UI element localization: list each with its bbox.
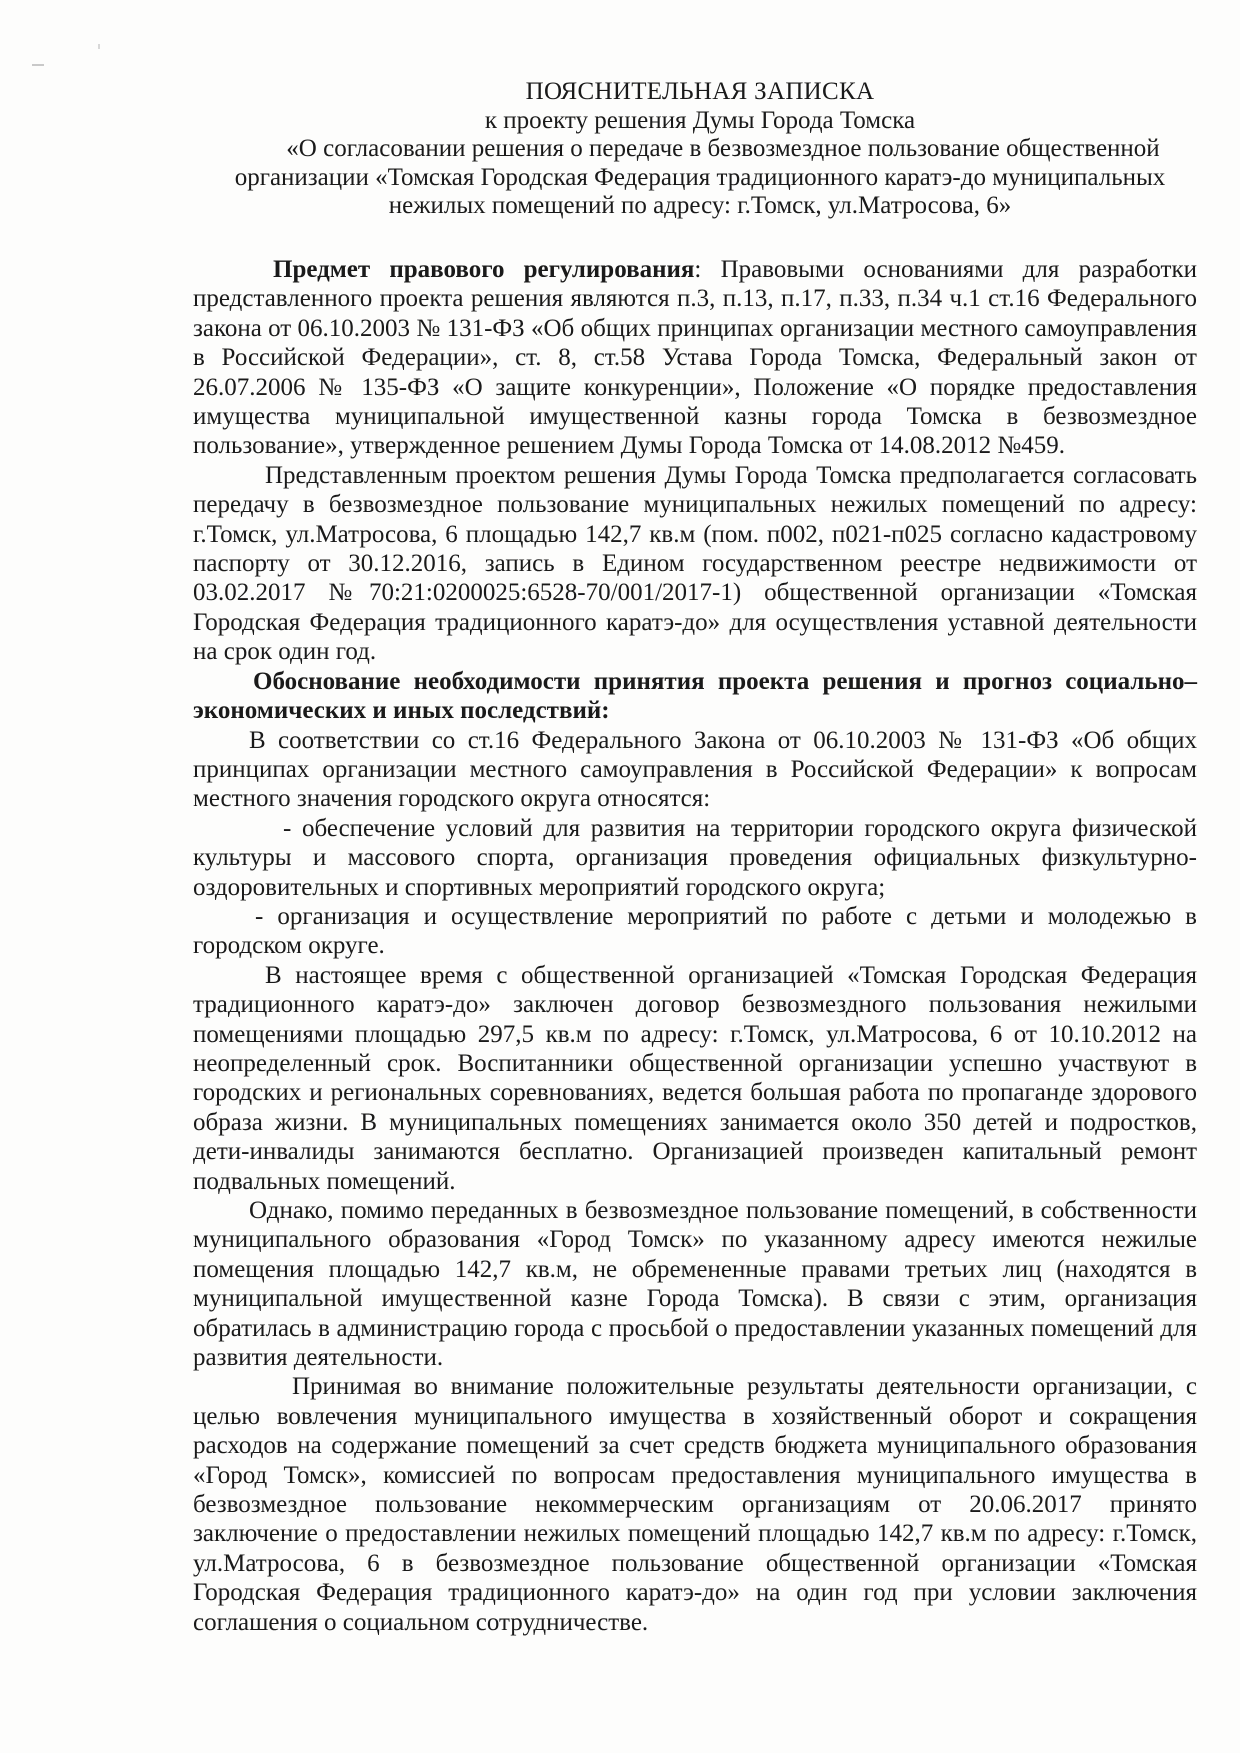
paragraph-legal-basis: [193, 255, 1197, 461]
document-title: ПОЯСНИТЕЛЬНАЯ ЗАПИСКА: [525, 78, 875, 105]
list-item-sport: - обеспечение условий для развития на территории городского округа физической культуры и массового спорта, организация проведения официальных физкультурно-оздоровительных и спортивных мероприятий городского округа;: [193, 814, 1197, 901]
document-subtitle-line2: «О согласовании решения о передаче в безвозмездное пользование общественной: [286, 135, 1160, 162]
paragraph-current-contract: В настоящее время с общественной организацией «Томская Городская Федерация традиционного каратэ-до» заключен договор безвозмездного пользования нежилыми помещениями площадью 297,5 кв.м по адресу: г.Томск, ул.Матросова, 6 от 10.10.2012 на неопределенный срок. Воспитанники общественной организации успешно участвуют в городских и региональных соревнованиях, ведется большая работа по пропаганде здорового образа жизни. В муниципальных помещениях занимается около 350 детей и подростков, дети-инвалиды занимаются бесплатно. Организацией произведен капитальный ремонт подвальных помещений.: [193, 961, 1197, 1195]
paragraph-additional-premises: Однако, помимо переданных в безвозмездное пользование помещений, в собственности муниципального образования «Город Томск» по указанному адресу имеются нежилые помещения площадью 142,7 кв.м, не обремененные правами третьих лиц (находятся в муниципальной имущественной казне Города Томска). В связи с этим, организация обратилась в администрацию города с просьбой о предоставлении указанных помещений для развития деятельности.: [193, 1197, 1197, 1372]
list-item-youth: - организация и осуществление мероприятий по работе с детьми и молодежью в городском округе.: [193, 902, 1197, 960]
paragraph-justification-heading: Обоснование необходимости принятия проекта решения и прогноз социально–экономических и иных последствий:: [193, 667, 1197, 725]
legal-basis-text: : Правовыми основаниями для разработки представленного проекта решения являются п.3, п.13, п.17, п.33, п.34 ч.1 ст.16 Федерального закона от 06.10.2003 № 131-ФЗ «Об общих принципах организации местного самоуправления в Российской Федерации», ст. 8, ст.58 Устава Города Томска, Федеральный закон от 26.07.2006 № 135-ФЗ «О защите конкуренции», Положение «О порядке предоставления имущества муниципальной имущественной казны города Томска в безвозмездное пользование», утвержденное решением Думы Города Томска от 14.08.2012 №459.: [193, 256, 1197, 460]
scan-mark: [32, 64, 44, 66]
document-subtitle-line4: нежилых помещений по адресу: г.Томск, ул.Матросова, 6»: [388, 192, 1012, 219]
document-heading: [200, 78, 1200, 221]
legal-basis-label: Предмет правового регулирования: [273, 256, 695, 283]
paragraph-proposal: Представленным проектом решения Думы Города Томска предполагается согласовать передачу в безвозмездное пользование муниципальных нежилых помещений по адресу: г.Томск, ул.Матросова, 6 площадью 142,7 кв.м (пом. п002, п021-п025 согласно кадастровому паспорту от 30.12.2016, запись в Едином государственном реестре недвижимости от 03.02.2017 №70:21:0200025:6528-70/001/2017-1) общественной организации «Томская Городская Федерация традиционного каратэ-до» для осуществления уставной деятельности на срок один год.: [193, 461, 1197, 666]
document-subtitle-line3: организации «Томская Городская Федерация традиционного каратэ-до муниципальных: [234, 163, 1166, 191]
document-subtitle-line1: к проекту решения Думы Города Томска: [484, 106, 916, 134]
scan-speck: [98, 44, 100, 49]
document-body: [193, 255, 1197, 1637]
paragraph-federal-law: В соответствии со ст.16 Федерального Закона от 06.10.2003 № 131-ФЗ «Об общих принципах организации местного самоуправления в Российской Федерации» к вопросам местного значения городского округа относятся:: [193, 726, 1197, 813]
paragraph-commission-decision: Принимая во внимание положительные результаты деятельности организации, с целью вовлечения муниципального имущества в хозяйственный оборот и сокращения расходов на содержание помещений за счет средств бюджета муниципального образования «Город Томск», комиссией по вопросам предоставления муниципального имущества в безвозмездное пользование некоммерческим организациям от 20.06.2017 принято заключение о предоставлении нежилых помещений площадью 142,7 кв.м по адресу: г.Томск, ул.Матросова, 6 в безвозмездное пользование общественной организации «Томская Городская Федерация традиционного каратэ-до» на один год при условии заключения соглашения о социальном сотрудничестве.: [193, 1373, 1197, 1636]
